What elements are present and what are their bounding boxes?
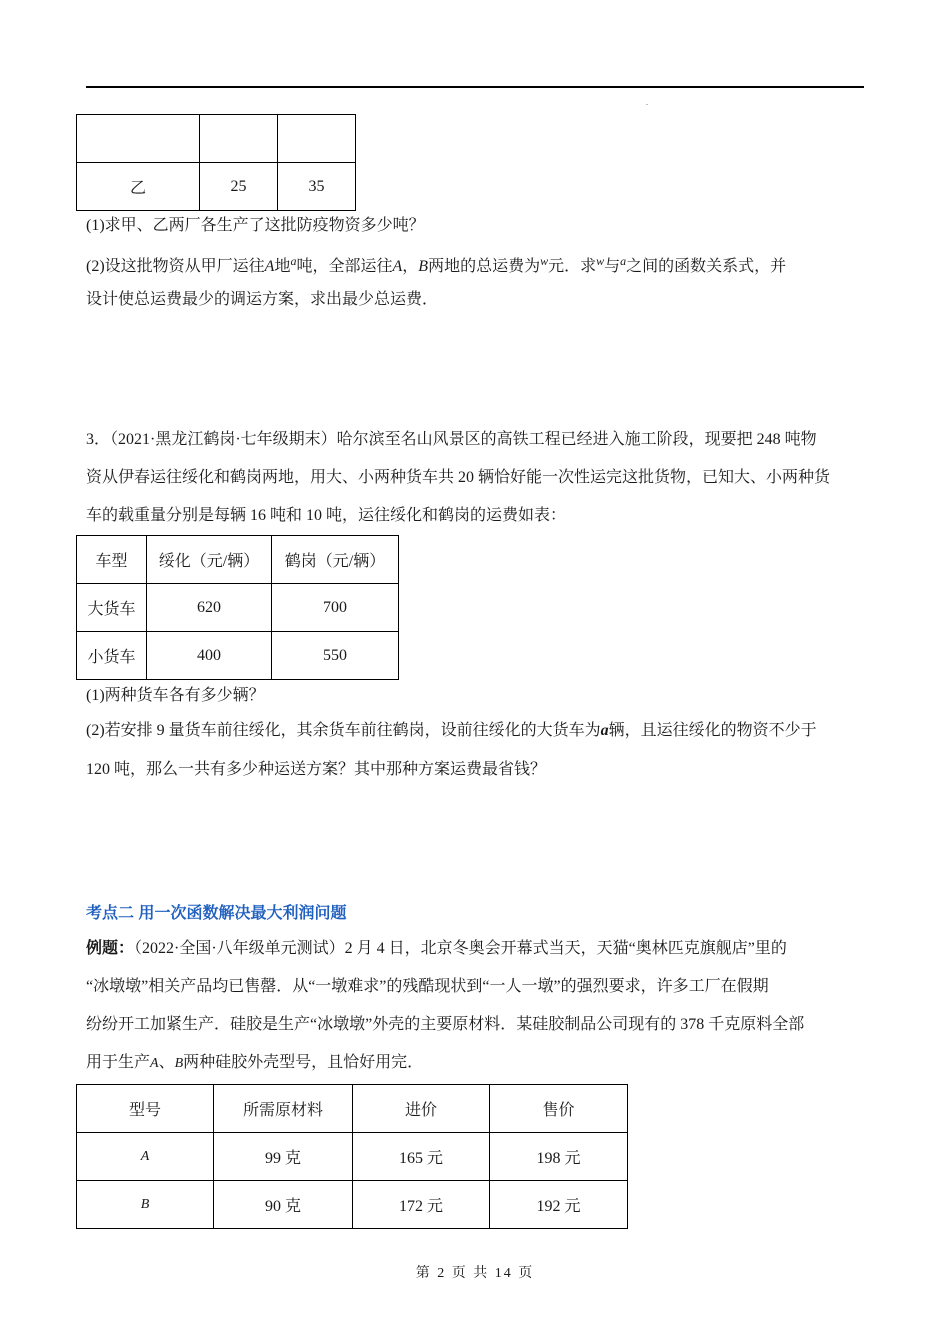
table-header-cell: 售价 [490, 1085, 628, 1133]
table-cell: B [77, 1181, 214, 1229]
table-header-cell: 进价 [353, 1085, 490, 1133]
q3-line1: 3．（2021·黑龙江鹤岗·七年级期末）哈尔滨至名山风景区的高铁工程已经进入施工阶段，现要把 248 吨物 [86, 431, 817, 448]
table-cell: 550 [272, 632, 399, 680]
table-header-cell: 车型 [77, 536, 147, 584]
section-title: 考点二 用一次函数解决最大利润问题 [86, 905, 347, 922]
table-cell: 90 克 [214, 1181, 353, 1229]
table-cell: 小货车 [77, 632, 147, 680]
q3-line2: 资从伊春运往绥化和鹤岗两地，用大、小两种货车共 20 辆恰好能一次性运完这批货物，已知大、小两种货 [86, 469, 831, 486]
header-dot: . [646, 98, 648, 107]
table-header-cell: 所需原材料 [214, 1085, 353, 1133]
table-cell: 165 元 [353, 1133, 490, 1181]
example-line3: 纷纷开工加紧生产．硅胶是生产“冰墩墩”外壳的主要原材料．某硅胶制品公司现有的 378 千克原料全部 [86, 1016, 805, 1033]
table-header-cell: 绥化（元/辆） [147, 536, 272, 584]
table-header-cell: 鹤岗（元/辆） [272, 536, 399, 584]
table-cell: 172 元 [353, 1181, 490, 1229]
q2-part2-line1: (2)设这批物资从甲厂运往A地$^a$吨，全部运往A，B两地的总运费为$^w$元．求$^w$与$^a$之间的函数关系式，并 [86, 254, 787, 275]
table-cell: 198 元 [490, 1133, 628, 1181]
table-cell [200, 115, 278, 163]
example-line4: 用于生产A、B两种硅胶外壳型号，且恰好用完． [86, 1054, 424, 1071]
page-footer: 第 2 页 共 14 页 [415, 1266, 535, 1281]
q3-sub1: (1)两种货车各有多少辆？ [86, 687, 265, 704]
table-cell: A [77, 1133, 214, 1181]
table-cell: 700 [272, 584, 399, 632]
table-cell: 25 [200, 163, 278, 211]
table-cell: 乙 [77, 163, 200, 211]
q3-sub2-line2: 120 吨，那么一共有多少种运送方案？其中那种方案运费最省钱？ [86, 761, 547, 778]
table-cell: 35 [278, 163, 356, 211]
freight-table [76, 535, 399, 680]
product-table [76, 1084, 628, 1229]
example-label: 例题： [86, 940, 135, 957]
table-cell: 400 [147, 632, 272, 680]
q3-line3: 车的载重量分别是每辆 16 吨和 10 吨，运往绥化和鹤岗的运费如表： [86, 507, 567, 524]
example-line1: 例题：（2022·全国·八年级单元测试）2 月 4 日，北京冬奥会开幕式当天，天猫“奥林匹克旗舰店”里的 [86, 940, 787, 957]
table-header-cell: 型号 [77, 1085, 214, 1133]
table-cell: 大货车 [77, 584, 147, 632]
table-cell: 620 [147, 584, 272, 632]
header-rule [86, 86, 864, 88]
q2-part1: (1)求甲、乙两厂各生产了这批防疫物资多少吨？ [86, 217, 425, 234]
q2-part2-line2: 设计使总运费最少的调运方案，求出最少总运费． [86, 291, 439, 308]
table-cell [77, 115, 200, 163]
table-cell: 192 元 [490, 1181, 628, 1229]
table-cell: 99 克 [214, 1133, 353, 1181]
q3-sub2-line1: (2)若安排 9 量货车前往绥化，其余货车前往鹤岗，设前往绥化的大货车为a辆，且运往绥化的物资不少于 [86, 722, 817, 739]
table-top [76, 114, 356, 211]
table-cell [278, 115, 356, 163]
example-line2: “冰墩墩”相关产品均已售罄．从“一墩难求”的残酷现状到“一人一墩”的强烈要求，许多工厂在假期 [86, 978, 769, 995]
